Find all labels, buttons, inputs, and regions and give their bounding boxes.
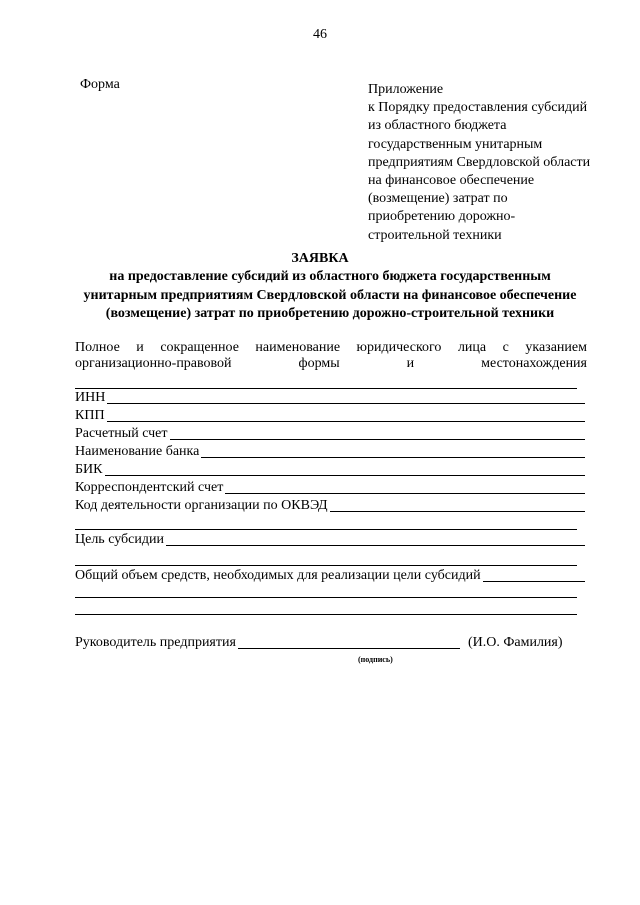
appendix-line: строительной техники	[368, 227, 502, 243]
okved-extra-line[interactable]	[75, 529, 577, 530]
appendix-line: из областного бюджета	[368, 118, 507, 134]
account-label: Расчетный счет	[75, 426, 168, 441]
corr-account-blank[interactable]	[225, 493, 585, 494]
kpp-label: КПП	[75, 408, 105, 423]
appendix-line: (возмещение) затрат по	[368, 191, 508, 207]
appendix-line: предприятиям Свердловской области	[368, 154, 591, 170]
purpose-label: Цель субсидии	[75, 532, 164, 547]
account-field	[75, 425, 585, 442]
bank-blank[interactable]	[201, 457, 585, 458]
total-blank[interactable]	[483, 581, 585, 582]
signature-caption: (подпись)	[358, 655, 393, 664]
signature-row	[75, 635, 587, 651]
corr-account-label: Корреспондентский счет	[75, 480, 224, 495]
okved-blank[interactable]	[330, 511, 585, 512]
inn-label: ИНН	[75, 390, 106, 405]
purpose-field	[75, 531, 585, 548]
bank-field	[75, 443, 585, 460]
signature-name-hint: (И.О. Фамилия)	[467, 635, 563, 650]
appendix-line: Приложение	[368, 82, 444, 97]
total-field	[75, 567, 585, 584]
bik-label: БИК	[75, 462, 103, 477]
signature-blank[interactable]	[238, 648, 460, 649]
inn-field	[75, 389, 585, 406]
purpose-blank[interactable]	[166, 545, 585, 546]
intro-line-1: Полное и сокращенное наименование юридического лица с указанием	[75, 340, 587, 355]
bik-field	[75, 461, 585, 478]
subtitle-line: (возмещение) затрат по приобретению дорожно-строительной техники	[105, 306, 555, 321]
total-extra-line-1[interactable]	[75, 597, 577, 598]
account-blank[interactable]	[170, 439, 585, 440]
document-subtitle	[60, 268, 600, 324]
bik-blank[interactable]	[105, 475, 586, 476]
corr-account-field	[75, 479, 585, 496]
bank-label: Наименование банка	[75, 444, 200, 459]
appendix-line: к Порядку предоставления субсидий	[368, 100, 588, 116]
document-title: ЗАЯВКА	[291, 251, 349, 266]
appendix-block	[368, 81, 618, 245]
form-label: Форма	[80, 77, 120, 92]
inn-blank[interactable]	[107, 403, 585, 404]
okved-field	[75, 497, 585, 514]
okved-label: Код деятельности организации по ОКВЭД	[75, 498, 328, 513]
signature-label: Руководитель предприятия	[75, 635, 236, 650]
appendix-line: государственным унитарным	[368, 136, 543, 152]
appendix-line: приобретению дорожно-	[368, 209, 516, 225]
appendix-line: на финансовое обеспечение	[368, 173, 535, 189]
subtitle-line: унитарным предприятиям Свердловской области на финансовое обеспечение	[83, 287, 577, 303]
total-extra-line-2[interactable]	[75, 614, 577, 615]
page-number: 46	[313, 27, 327, 42]
purpose-extra-line[interactable]	[75, 565, 577, 566]
intro-line-2: организационно-правовой формы и местонахождения	[75, 356, 587, 371]
kpp-blank[interactable]	[107, 421, 585, 422]
subtitle-line: на предоставление субсидий из областного бюджета государственным	[109, 269, 551, 284]
total-label: Общий объем средств, необходимых для реализации цели субсидий	[75, 568, 481, 583]
kpp-field	[75, 407, 585, 424]
